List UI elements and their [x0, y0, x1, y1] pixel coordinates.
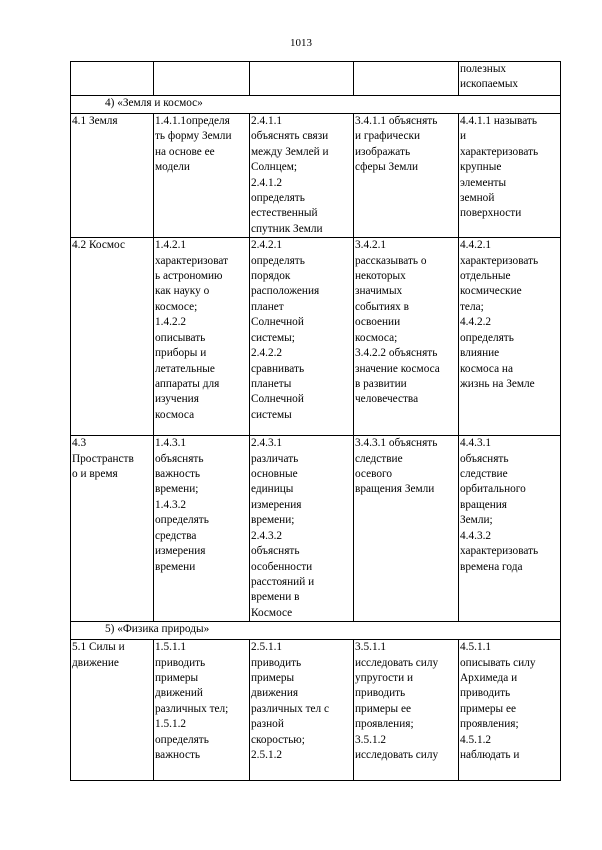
- table-row: [71, 436, 561, 622]
- table-cell: [71, 62, 154, 96]
- grade4-cell: 4.4.3.1 объяснять следствие орбитального вращения Земли; 4.4.3.2 характеризовать времена года: [459, 436, 561, 622]
- grade4-cell: 4.4.2.1 характеризовать отдельные космические тела; 4.4.2.2 определять влияние космоса на жизнь на Земле: [459, 238, 561, 436]
- section-title-physics: 5) «Физика природы»: [71, 622, 561, 640]
- table-cell: [154, 62, 250, 96]
- grade2-cell: 2.4.3.1 различать основные единицы измерения времени; 2.4.3.2 объяснять особенности расстояний и времени в Космосе: [250, 436, 354, 622]
- grade3-cell: 3.4.3.1 объяснять следствие осевого вращения Земли: [354, 436, 459, 622]
- section-title-earth-space: 4) «Земля и космос»: [71, 96, 561, 114]
- grade2-cell: 2.5.1.1 приводить примеры движения различных тел с разной скоростью; 2.5.1.2: [250, 640, 354, 781]
- grade3-cell: 3.5.1.1 исследовать силу упругости и приводить примеры ее проявления; 3.5.1.2 исследовать силу: [354, 640, 459, 781]
- table-cell: полезных ископаемых: [459, 62, 561, 96]
- grade3-cell: 3.4.1.1 объяснять и графически изображать сферы Земли: [354, 114, 459, 238]
- grade1-cell: 1.4.3.1 объяснять важность времени; 1.4.3.2 определять средства измерения времени: [154, 436, 250, 622]
- table-cell: [250, 62, 354, 96]
- grade4-cell: 4.5.1.1 описывать силу Архимеда и приводить примеры ее проявления; 4.5.1.2 наблюдать и: [459, 640, 561, 781]
- section-header-row: [71, 622, 561, 640]
- page-number: 1013: [290, 37, 312, 49]
- topic-cell: 4.3 Пространств о и время: [71, 436, 154, 622]
- topic-cell: 4.2 Космос: [71, 238, 154, 436]
- section-header-row: [71, 96, 561, 114]
- table-row: [71, 114, 561, 238]
- grade1-cell: 1.5.1.1 приводить примеры движений различных тел; 1.5.1.2 определять важность: [154, 640, 250, 781]
- grade4-cell: 4.4.1.1 называть и характеризовать крупные элементы земной поверхности: [459, 114, 561, 238]
- grade1-cell: 1.4.1.1определя ть форму Земли на основе ее модели: [154, 114, 250, 238]
- table-row-continuation: [71, 62, 561, 96]
- topic-cell: 4.1 Земля: [71, 114, 154, 238]
- table-row: [71, 238, 561, 436]
- curriculum-table: [70, 61, 561, 781]
- grade1-cell: 1.4.2.1 характеризоват ь астрономию как науку о космосе; 1.4.2.2 описывать приборы и летательные аппараты для изучения космоса: [154, 238, 250, 436]
- grade2-cell: 2.4.1.1 объяснять связи между Землей и Солнцем; 2.4.1.2 определять естественный спутник Земли: [250, 114, 354, 238]
- table-cell: [354, 62, 459, 96]
- table-row: [71, 640, 561, 781]
- topic-cell: 5.1 Силы и движение: [71, 640, 154, 781]
- grade3-cell: 3.4.2.1 рассказывать о некоторых значимых событиях в освоении космоса; 3.4.2.2 объяснять значение космоса в развитии человечества: [354, 238, 459, 436]
- grade2-cell: 2.4.2.1 определять порядок расположения планет Солнечной системы; 2.4.2.2 сравнивать планеты Солнечной системы: [250, 238, 354, 436]
